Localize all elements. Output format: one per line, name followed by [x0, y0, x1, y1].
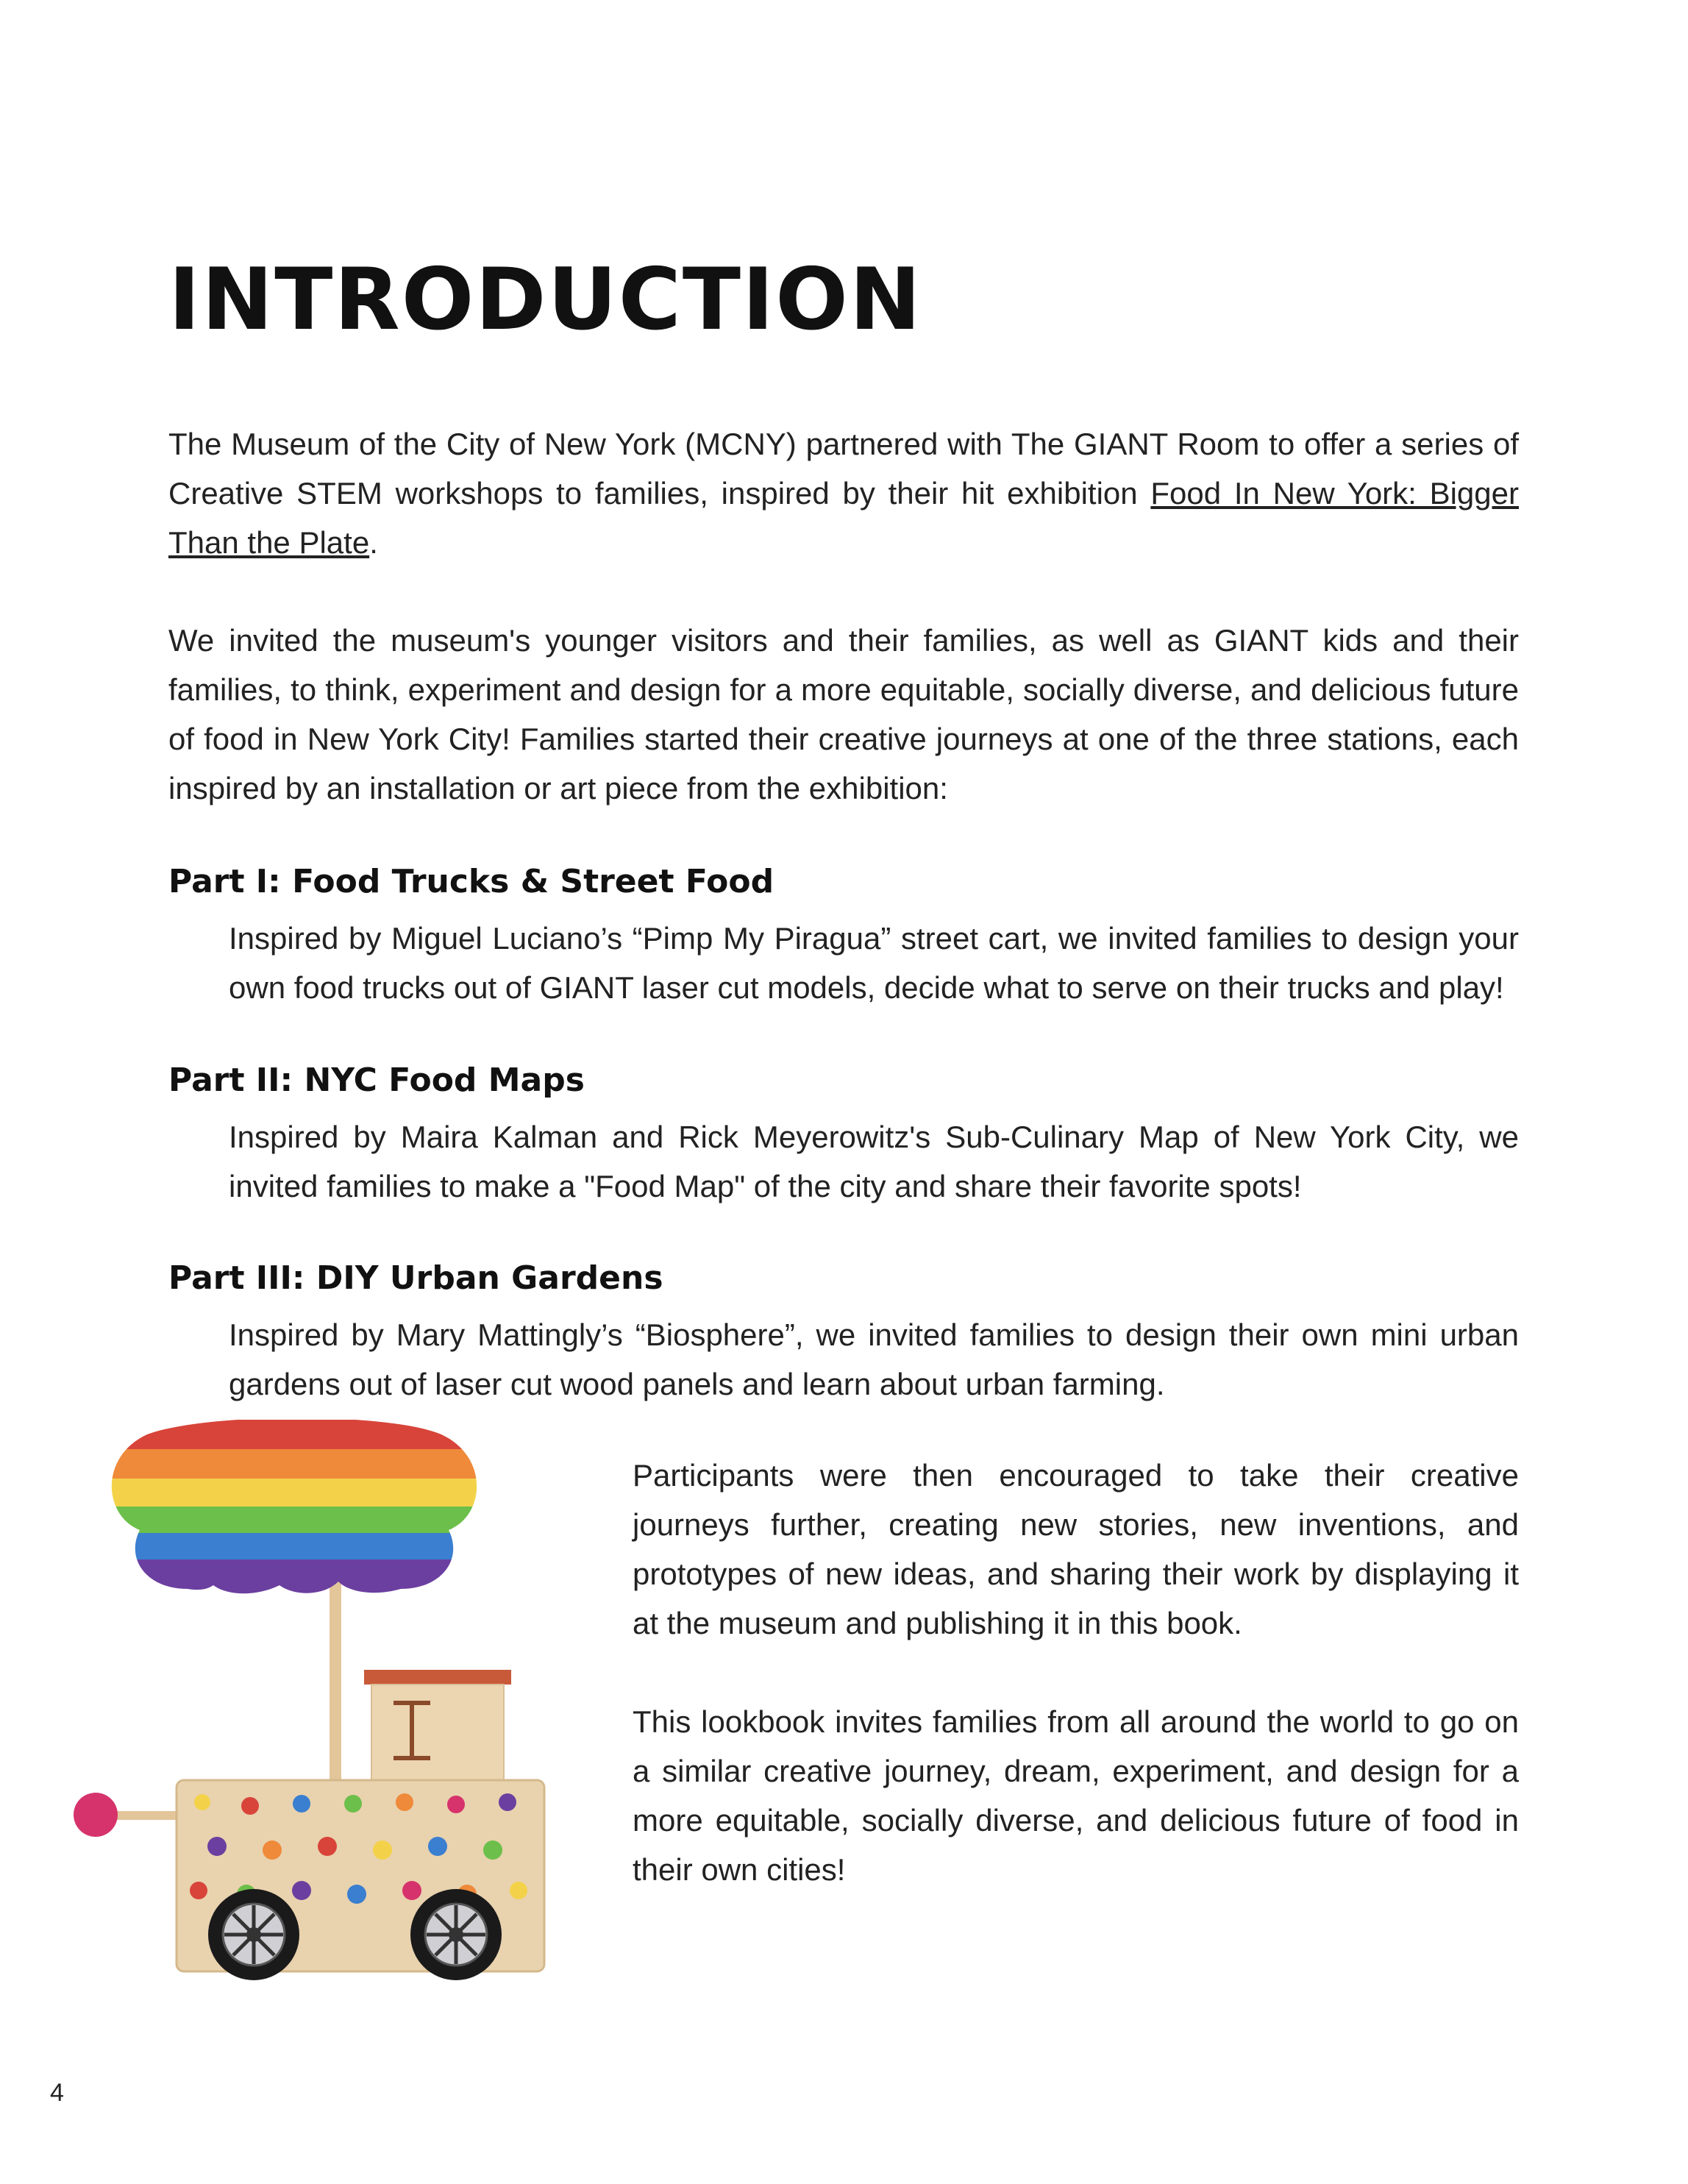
part-2-heading: Part II: NYC Food Maps: [168, 1061, 585, 1099]
page-number: 4: [50, 2079, 64, 2107]
part-1-description: Inspired by Miguel Luciano’s “Pimp My Piragua” street cart, we invited families to design your own food trucks out of GIANT laser cut models, decide what to serve on their trucks and play!: [229, 921, 1519, 1005]
part-1-heading: Part I: Food Trucks & Street Food: [168, 863, 774, 900]
pole-shape: [330, 1578, 341, 1806]
exhibition-link[interactable]: Food In New York: Bigger Than the Plate: [168, 476, 1519, 560]
intro-paragraph-2: We invited the museum's younger visitors and their families, as well as GIANT kids and their families, to think, experiment and design for a more equitable, socially diverse, and delicious future of food in New York City! Families started their creative journeys at one of the three stations, each inspired by an installation or art piece from the exhibition:: [168, 623, 1519, 805]
intro-text-end: .: [369, 525, 378, 560]
intro-text: The Museum of the City of New York (MCNY) partnered with The GIANT Room to offer a series of Creative STEM workshops to families, inspired by their hit exhibition: [168, 427, 1519, 511]
handle-knob: [74, 1793, 118, 1837]
rear-wheel-shape: [410, 1889, 502, 1980]
front-wheel-shape: [208, 1889, 299, 1980]
intro-paragraph-1: [168, 419, 1519, 567]
part-3-description: Inspired by Mary Mattingly’s “Biosphere”, we invited families to design their own mini urban gardens out of laser cut wood panels and learn about urban farming.: [229, 1317, 1519, 1401]
closing-paragraph-2: This lookbook invites families from all around the world to go on a similar creative journey, dream, experiment, and design for a more equitable, socially diverse, and delicious future of food in their own cities!: [633, 1704, 1519, 1887]
counter-roof: [364, 1670, 511, 1685]
handle-bar: [110, 1811, 184, 1820]
rainbow-canopy: [88, 1420, 530, 1604]
counter-box: [371, 1685, 504, 1788]
part-3-heading: Part III: DIY Urban Gardens: [168, 1259, 663, 1297]
page-title: INTRODUCTION: [168, 250, 922, 349]
part-2-description: Inspired by Maira Kalman and Rick Meyerowitz's Sub-Culinary Map of New York City, we invited families to make a "Food Map" of the city and share their favorite spots!: [229, 1120, 1519, 1203]
closing-paragraph-1: Participants were then encouraged to take their creative journeys further, creating new stories, new inventions, and prototypes of new ideas, and sharing their work by displaying it at the museum and publishing it in this book.: [633, 1458, 1519, 1640]
food-cart-illustration: [59, 1420, 574, 1993]
